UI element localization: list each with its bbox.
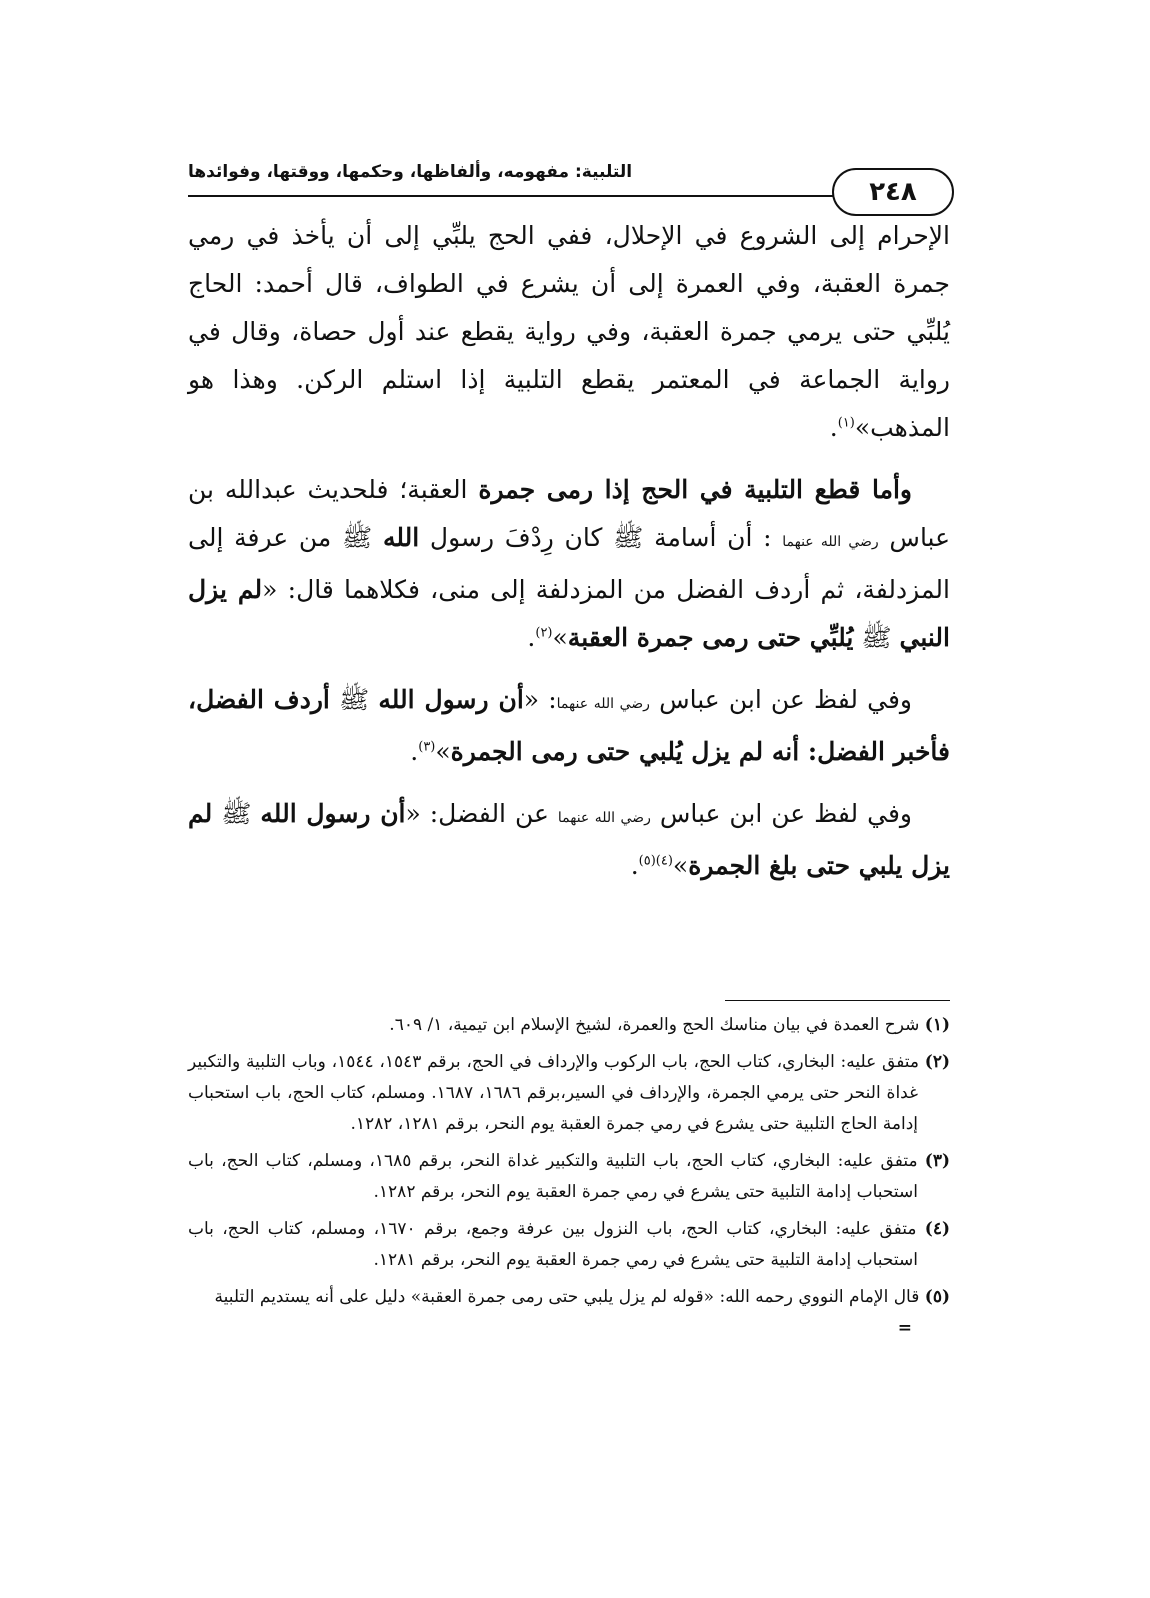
paragraph-1-text: الإحرام إلى الشروع في الإحلال، ففي الحج يلبِّي إلى أن يأخذ في رمي جمرة العقبة، وفي العمرة إلى أن يشرع في الطواف، قال أحمد: الحاج يُلبِّي حتى يرمي جمرة العقبة، وفي رواية يقطع عند أول حصاة، وقال في رواية الجماعة في المعتمر يقطع التلبية إذا استلم الركن. وهذا هو المذهب» — [188, 221, 950, 442]
paragraph-2-text-2: كان رِدْفَ رسول — [429, 523, 603, 552]
footnote-text: قال الإمام النووي رحمه الله: «قوله لم يزل يلبي حتى رمى جمرة العقبة» دليل على أنه يستديم التلبية — [214, 1287, 920, 1307]
footnote-text: متفق عليه: البخاري، كتاب الحج، باب التلبية والتكبير غداة النحر، برقم ١٦٨٥، ومسلم، كتاب الحج، باب استحباب إدامة التلبية حتى يشرع في رمي جمرة العقبة يوم النحر، برقم ١٢٨٢. — [188, 1151, 918, 1202]
quote-close: » — [672, 851, 689, 880]
paragraph-2 — [188, 466, 950, 662]
paragraph-4 — [188, 790, 950, 890]
paragraph-4-quote-a: أن رسول الله — [260, 799, 406, 828]
honorific: ﷺ — [342, 523, 373, 552]
footnote-continuation-mark: = — [897, 1318, 912, 1338]
paragraph-4-end: . — [630, 851, 639, 880]
footnote-rule — [725, 1000, 950, 1001]
honorific: رضي الله عنهما — [556, 696, 650, 712]
footnote-ref-4-5[interactable]: (٤)(٥) — [638, 853, 673, 869]
paragraph-1 — [188, 212, 950, 452]
paragraph-3-quote-b: أردف الفضل، فأخبر الفضل: أنه لم يزل يُلبي حتى رمى الجمرة — [188, 685, 950, 766]
running-header — [188, 160, 950, 207]
paragraph-2-end: . — [527, 623, 536, 652]
paragraph-3 — [188, 676, 950, 776]
paragraph-4-text-2: عن الفضل: « — [405, 799, 549, 828]
honorific: رضي الله عنهما — [782, 534, 879, 550]
footnote-number: (٤) — [924, 1219, 951, 1239]
paragraph-3-quote-a: أن رسول الله — [378, 685, 524, 714]
footnote-ref-2[interactable]: (٢) — [535, 625, 553, 641]
paragraph-2-lead-bold: وأما قطع التلبية في الحج إذا رمى جمرة — [478, 475, 913, 504]
footnote-ref-1[interactable]: (١) — [837, 415, 855, 431]
honorific: ﷺ — [613, 523, 644, 552]
footnote-number: (١) — [924, 1015, 950, 1035]
honorific: ﷺ — [861, 623, 892, 652]
footnote-text: شرح العمدة في بيان مناسك الحج والعمرة، لشيخ الإسلام ابن تيمية، ١/ ٦٠٩. — [389, 1015, 920, 1035]
footnote-number: (٢) — [924, 1052, 951, 1072]
footnote-5 — [188, 1282, 950, 1344]
paragraph-2-lead-rest: العقبة؛ فلحديث عبدالله بن عباس — [188, 475, 951, 552]
paragraph-3-text-2: : « — [523, 685, 557, 714]
honorific: رضي الله عنهما — [557, 810, 651, 826]
footnote-1 — [188, 1010, 950, 1041]
footnotes — [188, 1010, 950, 1350]
paragraph-3-end: . — [410, 737, 419, 766]
paragraph-2-text-3: من عرفة إلى المزدلفة، ثم أردف الفضل من المزدلفة إلى منى، فكلاهما قال: « — [188, 523, 950, 604]
footnote-number: (٥) — [924, 1287, 950, 1307]
footnote-3 — [188, 1146, 950, 1208]
quote-close: » — [435, 737, 451, 766]
main-text — [188, 212, 950, 904]
footnote-number: (٣) — [924, 1151, 951, 1171]
paragraph-2-allah: الله — [382, 523, 420, 552]
honorific: ﷺ — [339, 685, 370, 714]
footnote-text: متفق عليه: البخاري، كتاب الحج، باب النزول بين عرفة وجمع، برقم ١٦٧٠، ومسلم، كتاب الحج، باب استحباب إدامة التلبية حتى يشرع في رمي جمرة العقبة يوم النحر، برقم ١٢٨١. — [188, 1219, 918, 1270]
running-title: التلبية: مفهومه، وألفاظها، وحكمها، ووقتها، وفوائدها — [188, 162, 633, 182]
footnote-text: متفق عليه: البخاري، كتاب الحج، باب الركوب والإرداف في الحج، برقم ١٥٤٣، ١٥٤٤، وباب التلبية والتكبير غداة النحر حتى يرمي الجمرة، والإرداف في السير،برقم ١٦٨٦، ١٦٨٧. ومسلم، كتاب الحج، باب استحباب إدامة الحاج التلبية حتى يشرع في رمي جمرة العقبة يوم النحر، برقم ١٢٨١، ١٢٨٢. — [188, 1052, 920, 1134]
paragraph-2-quote-a: لم يزل النبي — [188, 575, 950, 652]
paragraph-1-end: . — [829, 413, 838, 442]
paragraph-4-text-1: وفي لفظ عن ابن عباس — [659, 799, 912, 828]
quote-close: » — [552, 623, 568, 652]
footnote-ref-3[interactable]: (٣) — [418, 739, 436, 755]
paragraph-4-quote-b: لم يزل يلبي حتى بلغ الجمرة — [188, 799, 950, 880]
honorific: ﷺ — [221, 799, 252, 828]
paragraph-3-text-1: وفي لفظ عن ابن عباس — [659, 685, 912, 714]
paragraph-2-quote-b: يُلبِّي حتى رمى جمرة العقبة — [567, 623, 854, 652]
footnote-4 — [188, 1214, 950, 1276]
paragraph-2-text-1: : أن أسامة — [654, 523, 772, 552]
footnote-2 — [188, 1047, 950, 1140]
page-number: ٢٤٨ — [832, 168, 954, 216]
